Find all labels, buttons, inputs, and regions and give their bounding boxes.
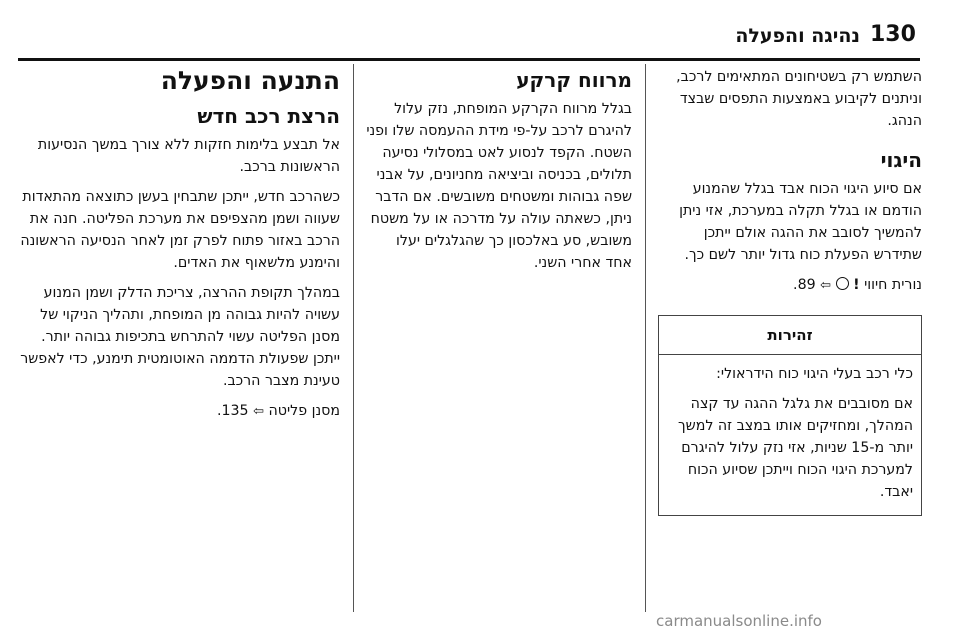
steering-xref	[658, 274, 922, 297]
steering-paragraph: אם סיוע היגוי הכוח אבד בגלל שהמנוע הודמם או בגלל תקלה במערכת, אזי ניתן להמשיך לסובב את ההגה אולם ייתכן שתידרש הפעלת כוח גדול יותר לשם כך.	[679, 181, 922, 263]
break-in-paragraph-1: אל תבצע בלימות חזקות ללא צורך במשך הנסיעות הראשונות ברכב.	[37, 137, 340, 175]
intro-paragraph: השתמש רק בשטיחונים המתאימים לרכב, ונית‏נים לקיבוע באמצעות התפסים שבצד הנהג.	[676, 69, 922, 129]
caution-title: זהירות	[767, 326, 813, 344]
column-left	[20, 66, 340, 431]
break-in-paragraph-2: כשהרכב חדש, ייתכן שתבחין בעשן כתוצאה מהתאדות שעווה ושמן מהצפיפם את מערכת הפליטה. חנה את הרכב באזור פתוח לפרק זמן לאחר הנסיעה הראשונה והימנע מלשאוף את האדים.	[20, 189, 340, 271]
ground-clearance-paragraph: בגלל מרווח הקרקע המופחת, נזק עלול להיגרם לרכב על-פי מידת ההעמסה שלו ופני השטח. הקפד לנסוע לאט במסלולי נסיעה תלולים, בכניסה וביציאה מחניונים, על אבני שפה גבוהות ומשטחים משובשים. אם הדבר ניתן, כשאתה עולה על מדרכה או על משטח משובש, סע באלכסון כך שהגלגלים יעלו אחד אחרי השני.	[366, 101, 632, 271]
watermark: carmanualsonline.info	[656, 612, 822, 630]
header-rule	[18, 58, 920, 61]
page-number: 130	[870, 22, 916, 47]
filter-xref	[20, 400, 340, 423]
xref-label: נורית חיווי	[864, 277, 922, 293]
section-title: התנעה והפעלה	[160, 66, 340, 95]
caution-body	[659, 355, 921, 515]
xref-label: מסנן פליטה	[268, 403, 340, 419]
break-in-heading: הרצת רכב חדש	[197, 104, 340, 128]
caution-line-1: כלי רכב בעלי היגוי כוח הידראולי:	[716, 366, 913, 382]
ground-clearance-heading: מרווח קרקע	[516, 68, 632, 92]
arrow-left-icon: ⇦	[253, 404, 265, 419]
running-head: נהיגה והפעלה	[735, 25, 860, 47]
caution-box	[658, 315, 922, 516]
column-middle	[366, 66, 632, 282]
xref-page: 89.	[793, 277, 816, 293]
warning-icon: !	[853, 277, 860, 293]
arrow-left-icon: ⇦	[820, 278, 832, 293]
column-divider-right	[645, 64, 646, 612]
steering-wheel-icon	[836, 277, 849, 290]
caution-line-2: אם מסובבים את גלגל ההגה עד קצה המהלך, ומחזיקים אותו במצב זה למשך יותר מ-15 שניות, אזי נזק עלול להיגרם למערכת היגוי הכוח וייתכן שסיוע הכוח יאבד.	[678, 396, 913, 500]
xref-page: 135.	[216, 403, 249, 419]
steering-heading: היגוי	[880, 148, 922, 172]
column-right	[658, 66, 922, 516]
column-divider-left	[353, 64, 354, 612]
break-in-paragraph-3: במהלך תקופת ההרצה, צריכת הדלק ושמן המנוע עשויה להיות גבוהה מן המופחת, ותהליך הניקוי של מסנן הפליטה עשוי להתרחש בתכיפות גבוהה יותר. ייתכן שפעולת הדממה האוטומטית תימנע, כדי לאפשר טעינת מצבר הרכב.	[20, 285, 340, 389]
